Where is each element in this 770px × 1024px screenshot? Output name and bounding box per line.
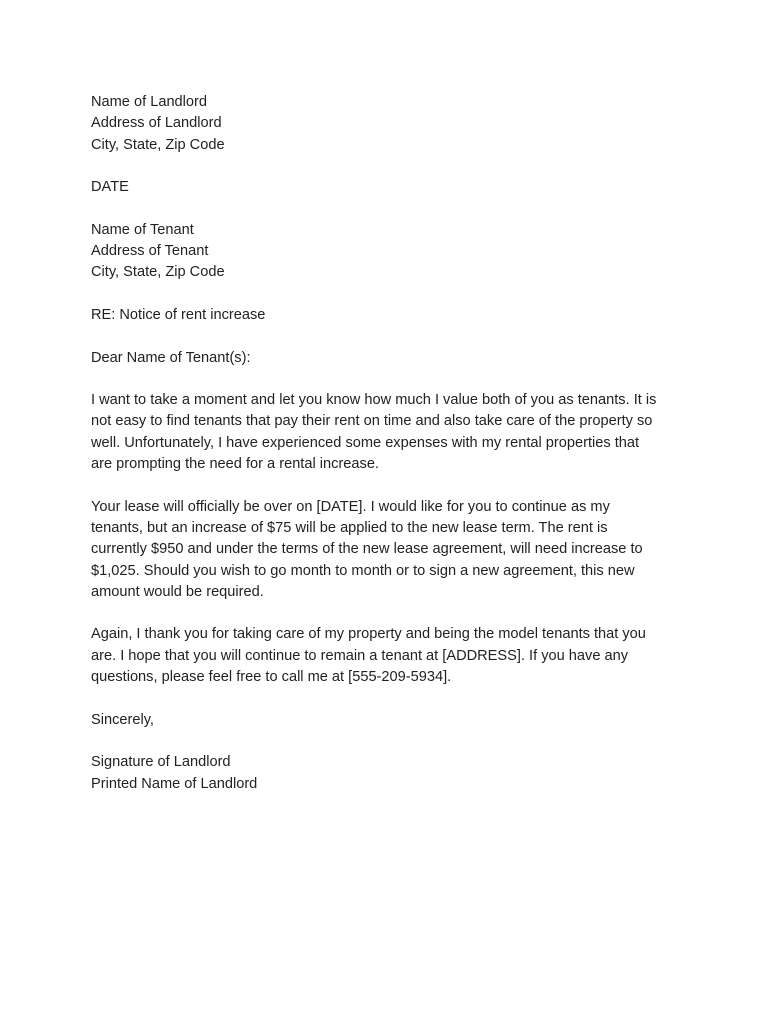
sender-address-block [91, 92, 691, 156]
body-paragraph-3 [91, 624, 691, 688]
recipient-name: Name of Tenant [91, 221, 194, 238]
sender-name: Name of Landlord [91, 94, 208, 110]
signature-block [91, 752, 691, 795]
body-paragraph-1 [91, 390, 691, 475]
subject-block [91, 305, 691, 326]
sender-address: Address of Landlord [91, 115, 222, 132]
paragraph-line: Your lease will officially be over on [DATE]. I would like for you to continue as my [91, 498, 610, 515]
recipient-address-block [91, 220, 691, 284]
subject-line: RE: Notice of rent increase [91, 306, 266, 323]
closing: Sincerely, [91, 711, 154, 728]
paragraph-line: $1,025. Should you wish to go month to month or to sign a new agreement, this new [91, 562, 635, 579]
signature-line: Signature of Landlord [91, 754, 231, 771]
paragraph-line: are. I hope that you will continue to remain a tenant at [ADDRESS]. If you have any [91, 647, 629, 664]
date-block [91, 177, 691, 198]
printed-name: Printed Name of Landlord [91, 775, 258, 792]
paragraph-line: I want to take a moment and let you know how much I value both of you as tenants. It is [91, 392, 657, 409]
closing-block [91, 710, 691, 731]
recipient-city-state-zip: City, State, Zip Code [91, 264, 225, 281]
body-paragraph-2 [91, 497, 691, 603]
paragraph-line: tenants, but an increase of $75 will be applied to the new lease term. The rent is [91, 519, 608, 536]
paragraph-line: Again, I thank you for taking care of my property and being the model tenants that you [91, 626, 646, 643]
paragraph-line: are prompting the need for a rental increase. [91, 456, 379, 473]
sender-city-state-zip: City, State, Zip Code [91, 136, 225, 153]
salutation-block [91, 348, 691, 369]
paragraph-line: amount would be required. [91, 583, 264, 600]
paragraph-line: not easy to find tenants that pay their rent on time and also take care of the property so [91, 413, 653, 430]
recipient-address: Address of Tenant [91, 243, 209, 260]
letter-date: DATE [91, 179, 129, 196]
letter-body [91, 92, 691, 816]
paragraph-line: questions, please feel free to call me at [555-209-5934]. [91, 669, 452, 686]
paragraph-line: well. Unfortunately, I have experienced some expenses with my rental properties that [91, 434, 640, 451]
paragraph-line: currently $950 and under the terms of the new lease agreement, will need increase to [91, 541, 643, 558]
salutation: Dear Name of Tenant(s): [91, 349, 251, 366]
